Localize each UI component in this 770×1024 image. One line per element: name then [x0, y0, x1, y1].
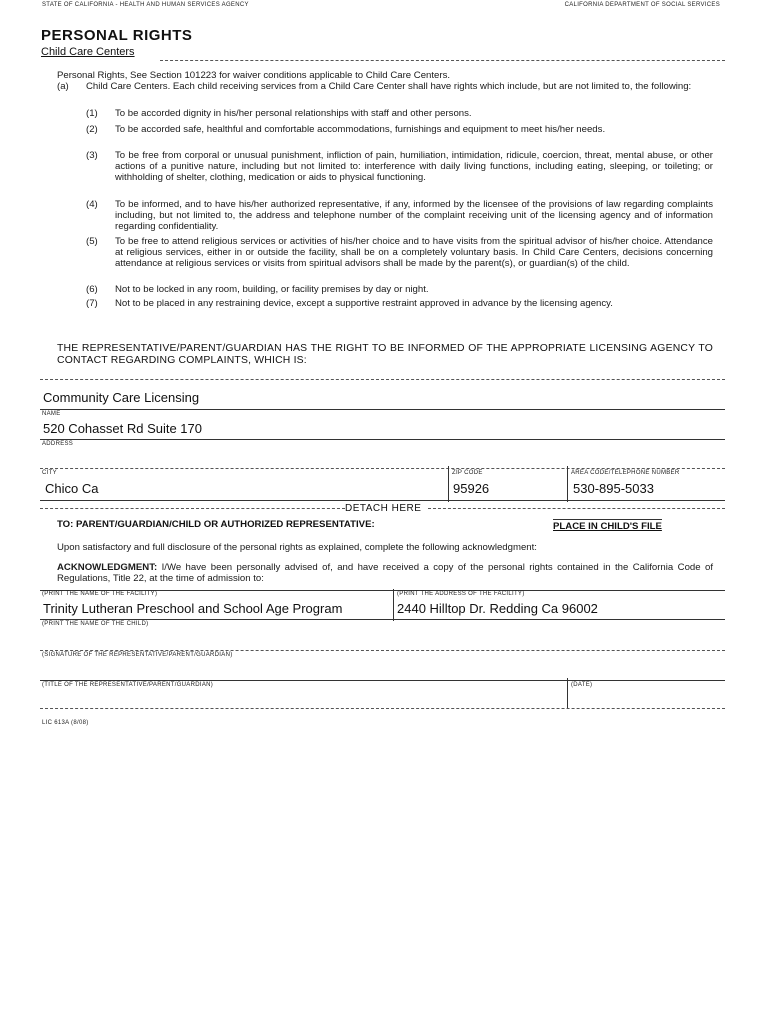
licensing-notice: THE REPRESENTATIVE/PARENT/GUARDIAN HAS THE RIGHT TO BE INFORMED OF THE APPROPRIATE LICENSING AGENCY TO CONTACT REGARDING COMPLAINTS, WHICH IS:	[57, 343, 713, 366]
agency-address-line	[40, 439, 725, 440]
signature-label[interactable]: (SIGNATURE OF THE REPRESENTATIVE/PARENT/GUARDIAN)	[42, 652, 233, 658]
agency-name-value: Community Care Licensing	[43, 390, 200, 405]
zip-value: 95926	[453, 481, 490, 496]
section-a-marker: (a)	[57, 81, 69, 92]
phone-label: AREA CODE/TELEPHONE NUMBER	[571, 470, 680, 476]
item-number: (7)	[86, 298, 98, 309]
agency-name-label: NAME	[42, 411, 61, 417]
phone-value: 530-895-5033	[573, 481, 654, 496]
detach-rule-right	[428, 508, 725, 509]
facility-divider	[393, 589, 394, 621]
place-in-file: PLACE IN CHILD'S FILE	[553, 521, 662, 532]
right-item-6	[58, 284, 713, 296]
city-label: CITY	[42, 470, 57, 476]
right-item-2	[58, 124, 713, 148]
city-top-rule	[40, 468, 725, 469]
item-number: (2)	[86, 124, 98, 135]
item-text: To be informed, and to have his/her authorized representative, if any, informed by the licensee of the provisions of law regarding complaints including, but not limited to, the address and telephone number of the complaint receiving unit of the licensing agency and of information regarding confidentiality.	[115, 199, 713, 233]
agency-name-line	[40, 409, 725, 410]
acknowledgment-text: I/We have been personally advised of, and have received a copy of the personal rights contained in the California Code of Regulations, Title 22, at the time of admission to:	[57, 562, 713, 585]
right-item-5	[58, 236, 713, 282]
right-item-1	[58, 108, 713, 120]
intro-text: Personal Rights, See Section 101223 for waiver conditions applicable to Child Care Centers.	[57, 70, 451, 81]
right-item-7	[58, 298, 713, 322]
page-title: PERSONAL RIGHTS	[41, 27, 193, 44]
facility-name-value: Trinity Lutheran Preschool and School Age Program	[43, 601, 343, 616]
facility-bottom-line	[40, 619, 725, 620]
date-divider	[567, 678, 568, 708]
title-line	[40, 680, 725, 681]
agency-header-right: CALIFORNIA DEPARTMENT OF SOCIAL SERVICES	[564, 2, 720, 8]
acknowledgment-block	[57, 562, 713, 584]
right-item-3	[58, 150, 713, 196]
agency-header-left: STATE OF CALIFORNIA - HEALTH AND HUMAN SERVICES AGENCY	[42, 2, 249, 8]
child-name-label[interactable]: (PRINT THE NAME OF THE CHILD)	[42, 621, 149, 627]
item-text: To be accorded dignity in his/her personal relationships with staff and other persons.	[115, 108, 472, 119]
right-item-4	[58, 199, 713, 233]
item-text: Not to be locked in any room, building, or facility premises by day or night.	[115, 284, 429, 295]
facility-address-value: 2440 Hilltop Dr. Redding Ca 96002	[397, 601, 598, 616]
item-text: To be free to attend religious services or activities of his/her choice and to have visits from the spiritual advisor of his/her choice. Attendance at religious services, either in or outside the facility, shall be on a completely voluntary basis. In Child Care Centers, decisions concerning attendance at religious services or visits from spiritual advisors shall be made by the parent(s), or guardian(s) of the child.	[115, 236, 713, 270]
facility-name-label: (PRINT THE NAME OF THE FACILITY)	[42, 591, 158, 597]
item-number: (4)	[86, 199, 98, 210]
item-number: (3)	[86, 150, 98, 161]
form-number: LIC 613A (8/08)	[42, 720, 89, 726]
title-label[interactable]: (TITLE OF THE REPRESENTATIVE/PARENT/GUARDIAN)	[42, 682, 214, 688]
zip-label: ZIP CODE	[452, 470, 483, 476]
detach-rule-left	[40, 508, 345, 509]
agency-address-value: 520 Cohasset Rd Suite 170	[43, 421, 202, 436]
detach-here: DETACH HERE	[345, 503, 422, 514]
city-value: Chico Ca	[45, 481, 99, 496]
item-text: To be free from corporal or unusual punishment, infliction of pain, humiliation, intimidation, ridicule, coercion, threat, mental abuse, or other actions of a punitive nature, including but not limited to: interference with daily living functions, including eating, sleeping, or toileting; or withholding of shelter, clothing, medication or aids to physical functioning.	[115, 150, 713, 184]
item-number: (5)	[86, 236, 98, 247]
date-label[interactable]: (DATE)	[571, 682, 593, 688]
to-line: TO: PARENT/GUARDIAN/CHILD OR AUTHORIZED REPRESENTATIVE:	[57, 519, 375, 530]
disclosure-text: Upon satisfactory and full disclosure of the personal rights as explained, complete the following acknowledgment:	[57, 542, 537, 553]
item-text: Not to be placed in any restraining device, except a supportive restraint approved in advance by the licensing agency.	[115, 298, 613, 309]
zip-divider	[448, 466, 449, 502]
notice-rule	[40, 379, 725, 380]
signature-line	[40, 650, 725, 651]
facility-address-label: (PRINT THE ADDRESS OF THE FACILITY)	[397, 591, 525, 597]
item-number: (1)	[86, 108, 98, 119]
page-subtitle: Child Care Centers	[41, 46, 135, 58]
title-bottom-rule	[40, 708, 725, 709]
item-number: (6)	[86, 284, 98, 295]
agency-address-label: ADDRESS	[42, 441, 74, 447]
city-bottom-line	[40, 500, 725, 501]
title-rule	[160, 60, 725, 61]
phone-divider	[567, 466, 568, 502]
item-text: To be accorded safe, healthful and comfortable accommodations, furnishings and equipment to meet his/her needs.	[115, 124, 606, 135]
section-a-text: Child Care Centers. Each child receiving services from a Child Care Center shall have rights which include, but are not limited to, the following:	[86, 81, 692, 92]
acknowledgment-label: ACKNOWLEDGMENT:	[57, 562, 158, 573]
